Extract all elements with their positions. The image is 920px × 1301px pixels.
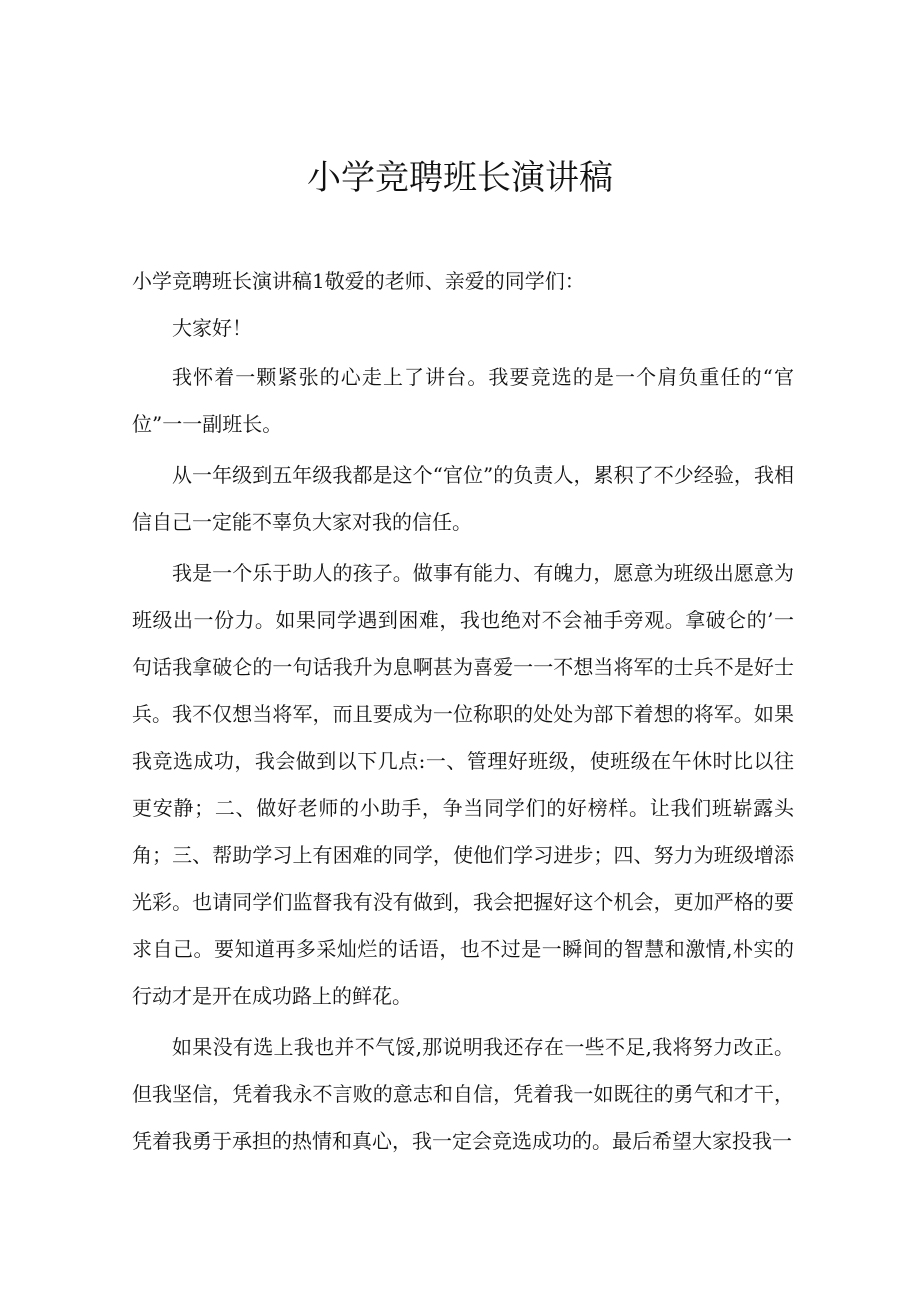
document-title: 小学竞聘班长演讲稿 [307,158,613,198]
document-body [132,258,794,1165]
body-paragraph-4: 如果没有选上我也并不气馁,那说明我还存在一些不足,我将努力改正。但我坚信，凭着我永不言败的意志和自信，凭着我一如既往的勇气和才干，凭着我勇于承担的热情和真心，我一定会竞选成功的。最后希望大家投我一 [132,1035,794,1153]
greeting-paragraph: 大家好！ [172,316,252,340]
body-paragraph-1: 我怀着一颗紧张的心走上了讲台。我要竞选的是一个肩负重任的“官位”一一副班长。 [132,365,794,436]
body-paragraph-2: 从一年级到五年级我都是这个“官位”的负责人，累积了不少经验，我相信自己一定能不辜负大家对我的信任。 [132,463,794,534]
salutation-paragraph: 小学竞聘班长演讲稿1敬爱的老师、亲爱的同学们： [132,269,585,293]
body-paragraph-3: 我是一个乐于助人的孩子。做事有能力、有魄力，愿意为班级出愿意为班级出一份力。如果同学遇到困难，我也绝对不会袖手旁观。拿破仑的’一句话我拿破仑的一句话我升为息啊甚为喜爱一一不想当将军的士兵不是好士兵。我不仅想当将军，而且要成为一位称职的处处为部下着想的将军。如果我竞选成功，我会做到以下几点:一、管理好班级，使班级在午休时比以往更安静；二、做好老师的小助手，争当同学们的好榜样。让我们班崭露头角；三、帮助学习上有困难的同学，使他们学习进步；四、努力为班级增添光彩。也请同学们监督我有没有做到，我会把握好这个机会，更加严格的要求自己。要知道再多采灿烂的话语，也不过是一瞬间的智慧和激情,朴实的行动才是开在成功路上的鲜花。 [132,561,794,1008]
